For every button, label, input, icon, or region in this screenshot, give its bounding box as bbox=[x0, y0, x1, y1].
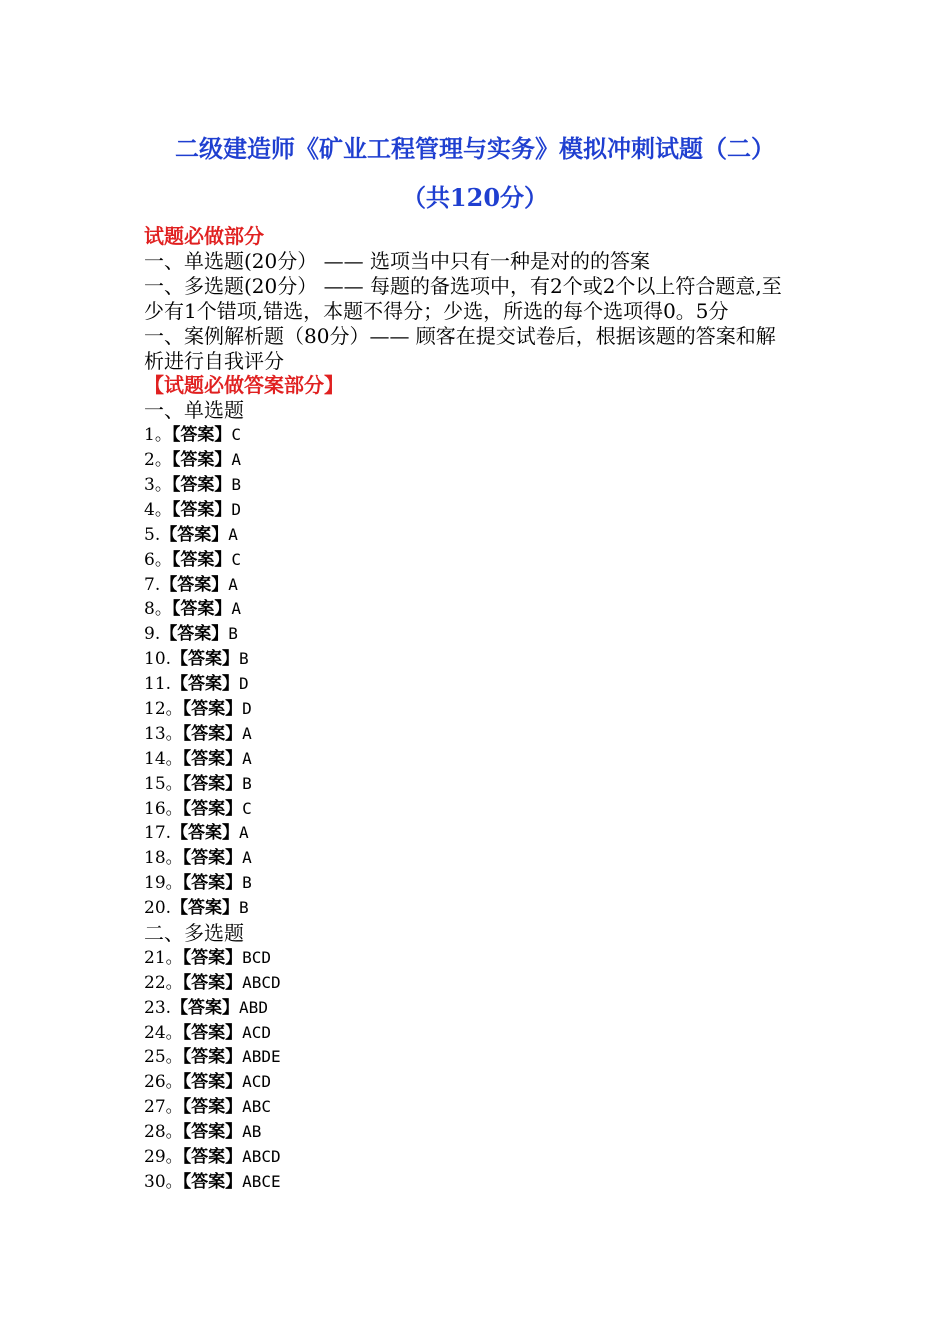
answer-label: 【答案】 bbox=[171, 649, 240, 670]
question-number: 15。 bbox=[144, 773, 183, 794]
answer-value: B bbox=[228, 624, 238, 644]
answer-value: ABCD bbox=[242, 1147, 281, 1167]
question-number: 17. bbox=[144, 823, 172, 844]
answer-label: 【答案】 bbox=[171, 898, 240, 919]
answer-value: A bbox=[231, 450, 241, 470]
multi-answer-list bbox=[144, 946, 794, 1195]
answer-label: 【答案】 bbox=[182, 1072, 243, 1093]
answer-value: C bbox=[242, 798, 252, 818]
answer-value: ACD bbox=[242, 1022, 272, 1042]
answer-row bbox=[144, 1170, 794, 1195]
answer-value: A bbox=[239, 823, 249, 843]
question-number: 9. bbox=[144, 624, 161, 645]
answer-row bbox=[144, 523, 794, 548]
section-required-heading: 试题必做部分 bbox=[144, 224, 264, 248]
question-number: 5. bbox=[144, 524, 161, 545]
answer-label: 【答案】 bbox=[182, 1147, 243, 1168]
answer-row bbox=[144, 846, 794, 871]
answer-label: 【答案】 bbox=[182, 798, 243, 819]
question-number: 26。 bbox=[144, 1072, 183, 1093]
answer-row bbox=[144, 996, 794, 1021]
answer-value: A bbox=[242, 848, 252, 868]
answer-value: AB bbox=[242, 1122, 262, 1142]
question-number: 25。 bbox=[144, 1047, 183, 1068]
question-number: 28。 bbox=[144, 1122, 183, 1143]
answer-row bbox=[144, 747, 794, 772]
answer-row bbox=[144, 1045, 794, 1070]
question-number: 10. bbox=[144, 649, 172, 670]
question-number: 13。 bbox=[144, 723, 183, 744]
answer-value: A bbox=[231, 599, 241, 619]
answer-row bbox=[144, 722, 794, 747]
answer-row bbox=[144, 1120, 794, 1145]
answer-label: 【答案】 bbox=[171, 599, 232, 620]
answer-label: 【答案】 bbox=[182, 773, 243, 794]
answer-row bbox=[144, 498, 794, 523]
answer-value: ABCD bbox=[242, 972, 281, 992]
question-number: 1。 bbox=[144, 425, 172, 446]
answer-row bbox=[144, 1070, 794, 1095]
answer-value: ABCE bbox=[242, 1171, 281, 1191]
answer-value: BCD bbox=[242, 947, 272, 967]
answer-row bbox=[144, 896, 794, 921]
question-number: 6。 bbox=[144, 549, 172, 570]
answer-value: B bbox=[242, 773, 252, 793]
single-answer-list bbox=[144, 423, 794, 921]
answer-value: D bbox=[242, 699, 252, 718]
question-number: 7. bbox=[144, 574, 161, 595]
question-number: 22。 bbox=[144, 972, 183, 993]
answer-label: 【答案】 bbox=[182, 972, 243, 993]
answer-value: C bbox=[231, 425, 241, 445]
answer-label: 【答案】 bbox=[171, 997, 240, 1018]
answer-value: ABDE bbox=[242, 1047, 281, 1067]
answer-value: ACD bbox=[242, 1072, 272, 1092]
answer-label: 【答案】 bbox=[182, 1171, 243, 1192]
answer-value: B bbox=[239, 898, 249, 918]
answer-label: 【答案】 bbox=[171, 674, 240, 695]
document-title: 二级建造师《矿业工程管理与实务》模拟冲刺试题（二） bbox=[175, 134, 775, 163]
intro-single-choice: 一、单选题(20分） —— 选项当中只有一种是对的的答案 bbox=[144, 248, 650, 273]
answer-label: 【答案】 bbox=[182, 723, 243, 744]
answer-row bbox=[144, 548, 794, 573]
answer-label: 【答案】 bbox=[171, 549, 232, 570]
answer-value: A bbox=[228, 524, 238, 544]
question-number: 30。 bbox=[144, 1171, 183, 1192]
answer-row bbox=[144, 1145, 794, 1170]
question-number: 18。 bbox=[144, 848, 183, 869]
answer-row bbox=[144, 946, 794, 971]
answer-row bbox=[144, 647, 794, 672]
answer-value: B bbox=[231, 474, 241, 494]
answer-row bbox=[144, 622, 794, 647]
intro-case-analysis: 一、案例解析题（80分）—— 顾客在提交试卷后，根据该题的答案和解析进行自我评分 bbox=[144, 323, 776, 373]
answer-label: 【答案】 bbox=[171, 474, 232, 495]
answer-value: A bbox=[242, 748, 252, 768]
question-number: 29。 bbox=[144, 1147, 183, 1168]
answer-label: 【答案】 bbox=[171, 823, 240, 844]
answer-row bbox=[144, 1095, 794, 1120]
question-number: 11. bbox=[144, 674, 172, 695]
answer-label: 【答案】 bbox=[160, 624, 229, 645]
question-number: 4。 bbox=[144, 499, 172, 520]
answer-value: B bbox=[242, 873, 252, 893]
answer-row bbox=[144, 672, 794, 697]
question-number: 2。 bbox=[144, 450, 172, 471]
question-number: 24。 bbox=[144, 1022, 183, 1043]
question-number: 16。 bbox=[144, 798, 183, 819]
answer-label: 【答案】 bbox=[182, 873, 243, 894]
answer-label: 【答案】 bbox=[182, 1122, 243, 1143]
answer-row bbox=[144, 697, 794, 722]
answer-label: 【答案】 bbox=[182, 848, 243, 869]
question-number: 27。 bbox=[144, 1097, 183, 1118]
answer-row bbox=[144, 871, 794, 896]
question-number: 19。 bbox=[144, 873, 183, 894]
answer-label: 【答案】 bbox=[182, 1047, 243, 1068]
answer-row bbox=[144, 1021, 794, 1046]
question-number: 3。 bbox=[144, 474, 172, 495]
answer-label: 【答案】 bbox=[160, 574, 229, 595]
answer-label: 【答案】 bbox=[171, 499, 232, 520]
answer-section-heading: 【试题必做答案部分】 bbox=[144, 373, 344, 398]
answer-row bbox=[144, 971, 794, 996]
answer-row bbox=[144, 448, 794, 473]
answer-label: 【答案】 bbox=[182, 748, 243, 769]
answer-value: C bbox=[231, 549, 241, 569]
answer-value: B bbox=[239, 649, 249, 669]
answer-row bbox=[144, 597, 794, 622]
single-choice-heading: 一、单选题 bbox=[144, 398, 244, 423]
answer-row bbox=[144, 423, 794, 448]
answer-value: ABD bbox=[239, 997, 268, 1017]
answer-row bbox=[144, 473, 794, 498]
answer-label: 【答案】 bbox=[171, 425, 232, 446]
answer-row bbox=[144, 797, 794, 822]
answer-label: 【答案】 bbox=[182, 699, 243, 719]
document-body bbox=[144, 224, 794, 1195]
answer-value: A bbox=[242, 723, 252, 743]
answer-value: D bbox=[231, 499, 241, 519]
question-number: 8。 bbox=[144, 599, 172, 620]
answer-value: ABC bbox=[242, 1097, 272, 1117]
document-subtitle: （共120分） bbox=[401, 183, 549, 212]
answer-label: 【答案】 bbox=[182, 947, 243, 968]
answer-label: 【答案】 bbox=[182, 1097, 243, 1118]
answer-label: 【答案】 bbox=[160, 524, 229, 545]
multi-choice-heading: 二、多选题 bbox=[144, 921, 244, 946]
intro-multi-choice: 一、多选题(20分） —— 每题的备选项中，有2个或2个以上符合题意,至少有1个错项,错选，本题不得分；少选，所选的每个选项得0。5分 bbox=[144, 273, 782, 323]
question-number: 12。 bbox=[144, 699, 183, 719]
answer-row bbox=[144, 573, 794, 598]
answer-label: 【答案】 bbox=[182, 1022, 243, 1043]
question-number: 14。 bbox=[144, 748, 183, 769]
answer-value: D bbox=[239, 674, 249, 694]
answer-label: 【答案】 bbox=[171, 450, 232, 471]
question-number: 23. bbox=[144, 997, 172, 1018]
answer-row bbox=[144, 821, 794, 846]
answer-row bbox=[144, 772, 794, 797]
question-number: 21。 bbox=[144, 947, 183, 968]
question-number: 20. bbox=[144, 898, 172, 919]
answer-value: A bbox=[228, 574, 238, 594]
